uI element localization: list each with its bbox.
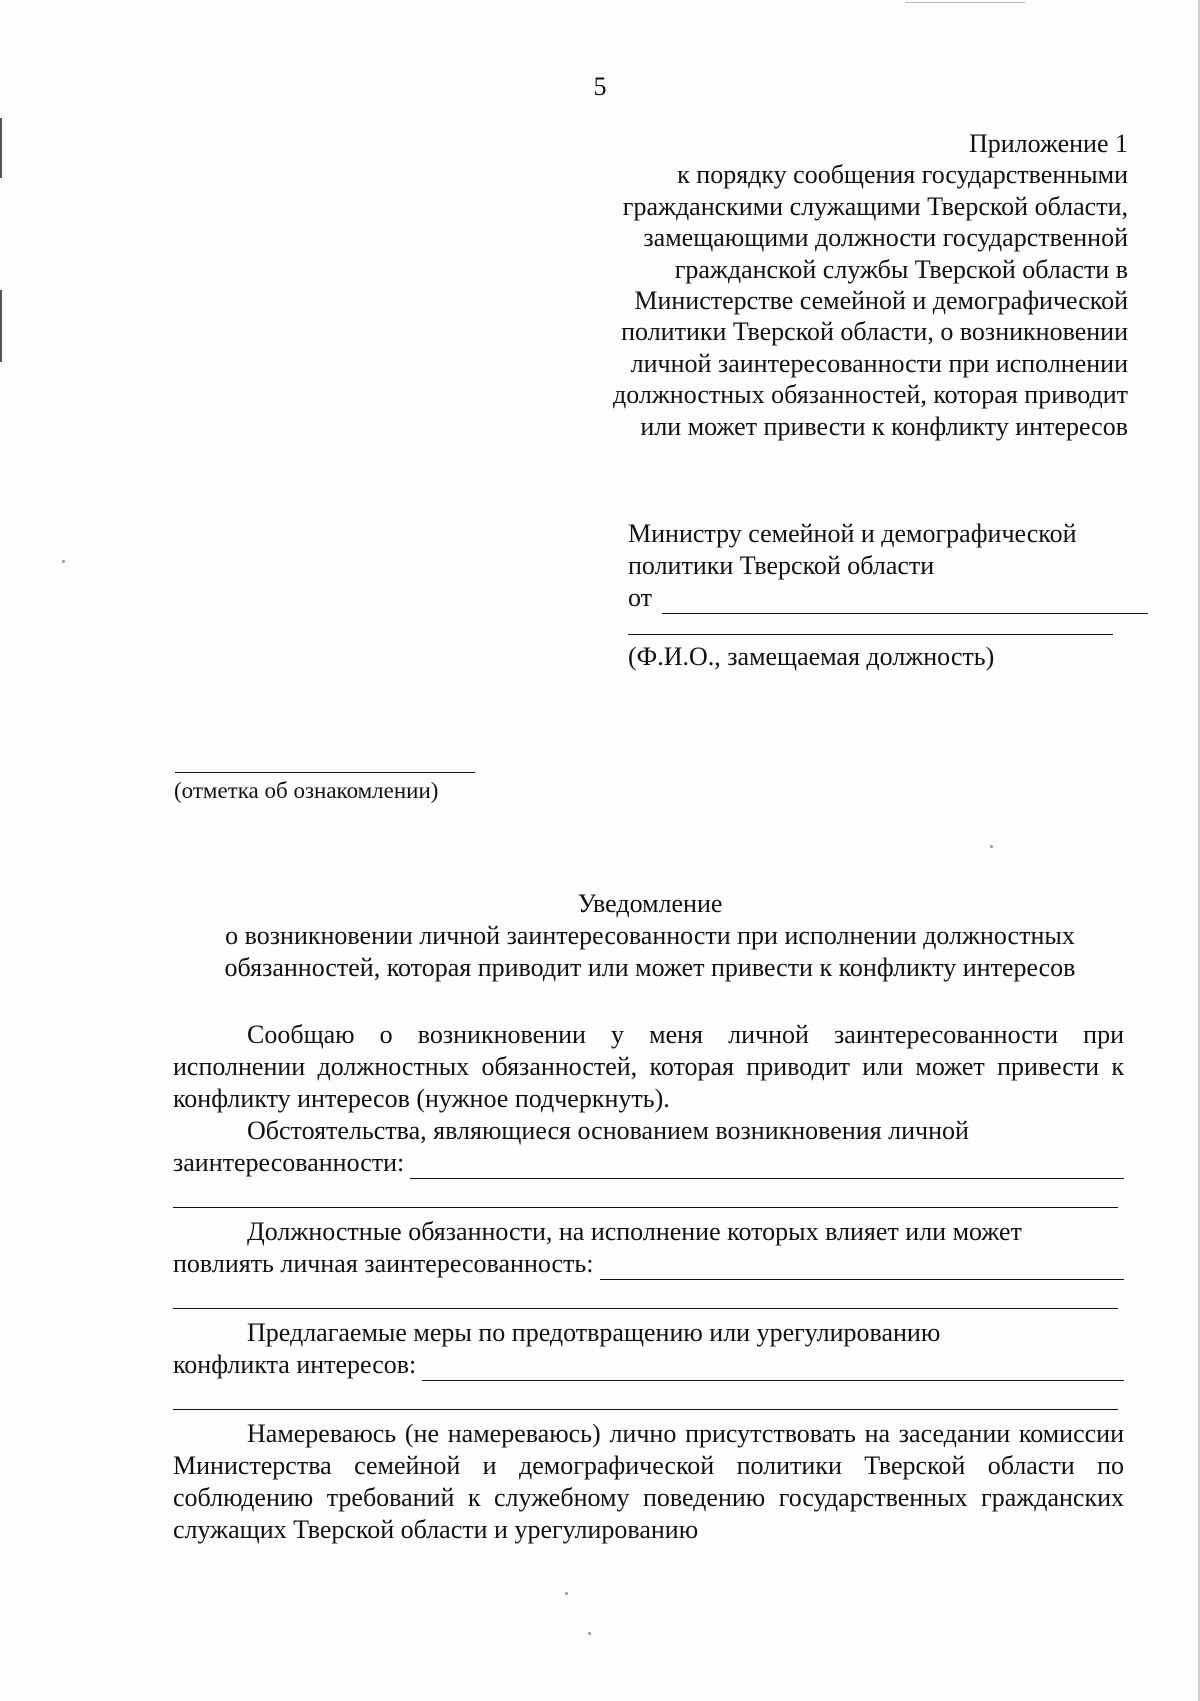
paragraph-statement: Сообщаю о возникновении у меня личной заинтересованности при исполнении должностных обязанностей, которая приводит или может привести к конфликту интересов (нужное подчеркнуть).	[173, 1020, 1124, 1113]
notice-subtitle-line: обязанностей, которая приводит или может привести к конфликту интересов	[224, 953, 1076, 982]
appendix-header	[488, 128, 1128, 442]
appendix-line: Министерстве семейной и демографической	[634, 286, 1128, 316]
from-row	[628, 582, 1148, 614]
paragraph-duties: Должностные обязанности, на исполнение которых влияет или может	[247, 1217, 1022, 1246]
paragraph-circumstances: Обстоятельства, являющиеся основанием возникновения личной	[247, 1116, 969, 1145]
duties-row	[173, 1248, 1124, 1280]
circumstances-label: заинтересованности:	[173, 1148, 405, 1177]
scan-artifact	[905, 2, 1025, 3]
appendix-line: личной заинтересованности при исполнении	[630, 348, 1128, 378]
scan-speck	[62, 560, 65, 563]
appendix-line: Приложение 1	[968, 129, 1128, 158]
duties-field[interactable]	[600, 1254, 1125, 1280]
addressee-caption: (Ф.И.О., замещаемая должность)	[628, 642, 995, 671]
measures-row	[173, 1349, 1124, 1381]
measures-field[interactable]	[422, 1355, 1124, 1381]
page-number: 5	[593, 72, 607, 101]
appendix-line: политики Тверской области, о возникновении	[621, 317, 1128, 347]
acknowledgement-caption: (отметка об ознакомлении)	[174, 778, 439, 803]
appendix-line: замещающими должности государственной	[643, 223, 1128, 253]
notice-heading	[160, 888, 1140, 984]
appendix-line: гражданскими служащими Тверской области,	[622, 191, 1128, 221]
scan-speck	[565, 1592, 568, 1595]
notice-subtitle-line: о возникновении личной заинтересованности при исполнении должностных	[225, 921, 1075, 950]
from-label: от	[628, 583, 653, 612]
duties-label: повлиять личная заинтересованность:	[173, 1249, 594, 1278]
circumstances-field-extra[interactable]	[173, 1179, 1118, 1208]
addressee-line: политики Тверской области	[628, 551, 935, 580]
measures-field-extra[interactable]	[173, 1381, 1118, 1410]
position-field[interactable]	[628, 614, 1113, 635]
appendix-line: гражданской службы Тверской области в	[674, 254, 1128, 284]
appendix-line: к порядку сообщения государственными	[677, 160, 1128, 190]
from-name-field[interactable]	[662, 587, 1148, 614]
notice-title: Уведомление	[577, 889, 723, 918]
circumstances-field[interactable]	[410, 1153, 1124, 1179]
addressee-block	[628, 518, 1148, 673]
addressee-line: Министру семейной и демографической	[628, 519, 1077, 548]
scan-speck	[990, 845, 993, 848]
appendix-line: или может привести к конфликту интересов	[640, 411, 1128, 441]
duties-field-extra[interactable]	[173, 1280, 1118, 1309]
scan-speck	[588, 1632, 591, 1635]
scan-margin-mark	[0, 118, 2, 178]
notice-body	[173, 1019, 1124, 1546]
appendix-line: должностных обязанностей, которая приводит	[612, 380, 1128, 410]
measures-label: конфликта интересов:	[173, 1350, 417, 1379]
paragraph-attendance: Намереваюсь (не намереваюсь) лично присутствовать на заседании комиссии Министерства семейной и демографической политики Тверской области по соблюдению требований к служебному поведению государственных гражданских служащих Тверской области и урегулированию	[173, 1419, 1124, 1544]
scan-margin-mark	[0, 290, 2, 362]
paragraph-measures: Предлагаемые меры по предотвращению или урегулированию	[247, 1318, 941, 1347]
acknowledgement-field[interactable]	[175, 772, 475, 773]
circumstances-row	[173, 1147, 1124, 1179]
